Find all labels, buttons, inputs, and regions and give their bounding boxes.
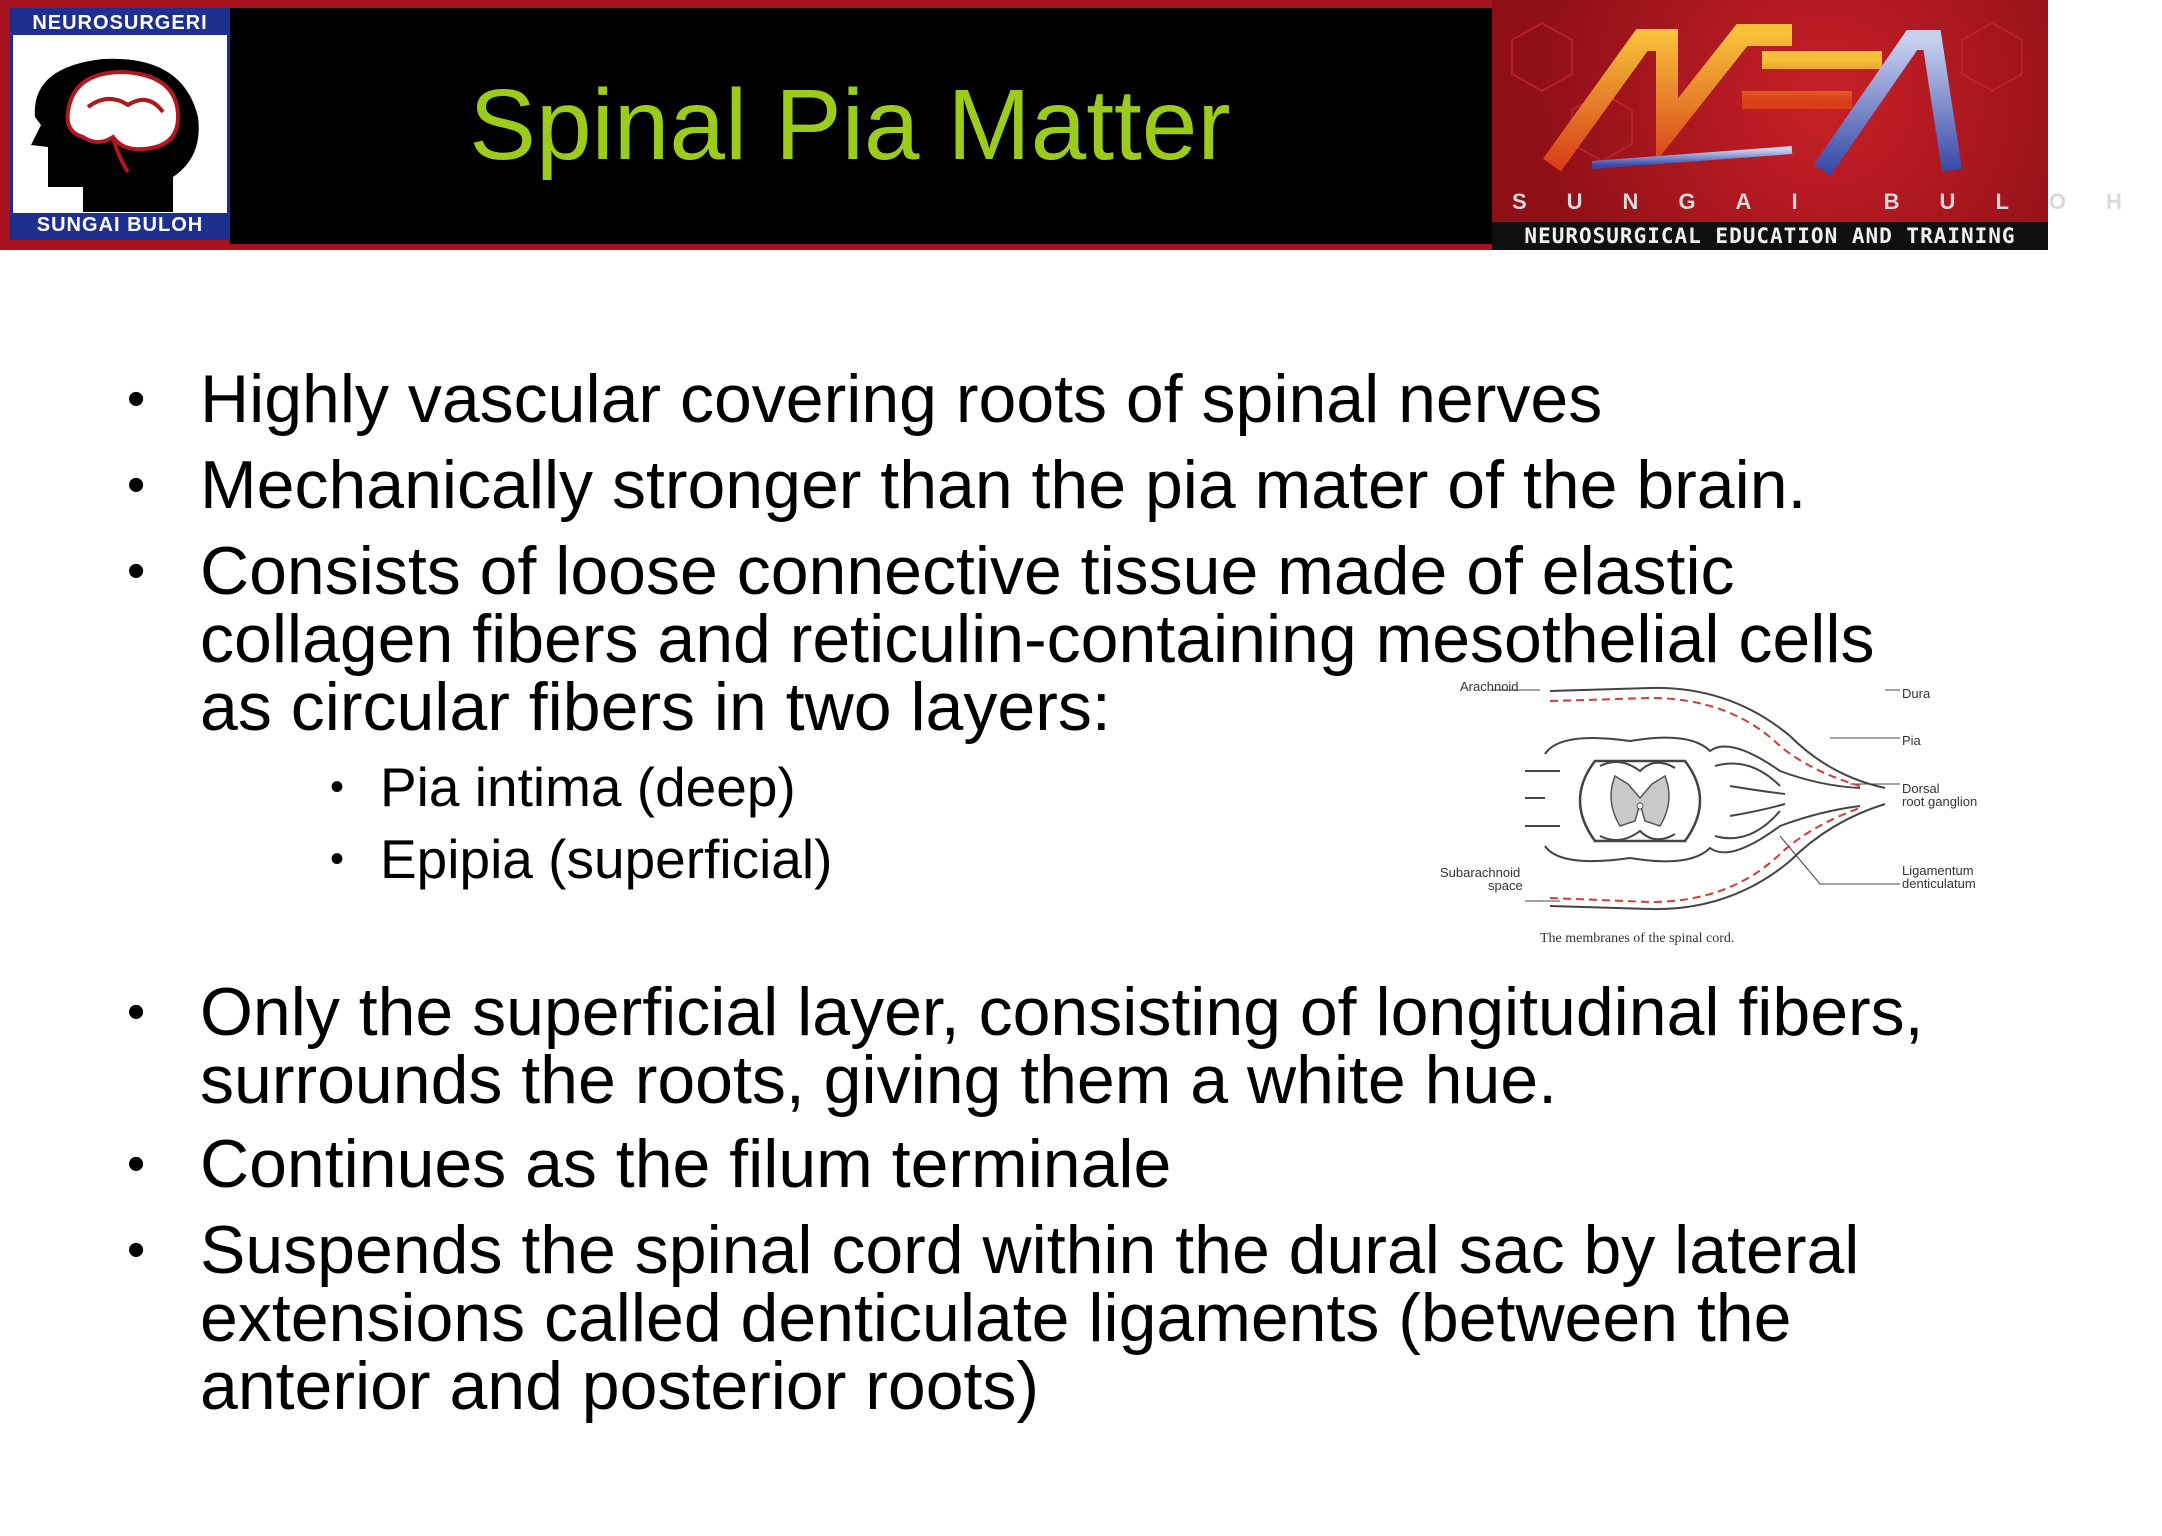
bullet-item: • Suspends the spinal cord within the dural sac by lateral extensions called denticulate ligaments (between the anterior and posterior roots) <box>127 1212 1860 1424</box>
bullet-dot-icon: • <box>127 1221 146 1279</box>
bullet-dot-icon: • <box>127 370 146 428</box>
sub-bullet-item: • Epipia (superficial) <box>330 828 833 890</box>
figure-caption: The membranes of the spinal cord. <box>1540 931 1735 946</box>
figure-label-subarachnoid: Subarachnoid <box>1440 865 1521 880</box>
bullet-dot-icon: • <box>127 983 146 1041</box>
bullet-item: • Highly vascular covering roots of spinal nerves <box>127 361 1603 437</box>
logo-left-top-text: NEUROSURGERI <box>13 11 227 35</box>
bullet-dot-icon: • <box>127 1135 146 1193</box>
spinal-membranes-figure <box>1430 676 2010 956</box>
bullet-item: • Only the superficial layer, consisting of longitudinal fibers, surrounds the roots, giving them a white hue. <box>127 974 1924 1118</box>
bullet-dot-icon: • <box>127 542 146 600</box>
bullet-dot-icon: • <box>330 765 345 809</box>
neat-tagline: NEUROSURGICAL EDUCATION AND TRAINING <box>1492 222 2048 250</box>
figure-label-pia: Pia <box>1902 733 1921 748</box>
logo-left-bottom-text: SUNGAI BULOH <box>13 213 227 237</box>
figure-label-dura: Dura <box>1902 686 1931 701</box>
page-title: Spinal Pia Matter <box>469 69 1231 181</box>
figure-label-denticulatum: denticulatum <box>1902 876 1976 891</box>
bullet-dot-icon: • <box>330 837 345 881</box>
figure-label-space: space <box>1488 878 1523 893</box>
bullet-dot-icon: • <box>127 456 146 514</box>
bullet-item: • Mechanically stronger than the pia mater of the brain. <box>127 447 1807 523</box>
figure-label-ligamentum: Ligamentum <box>1902 863 1974 878</box>
neat-sub-text: SUNGAI BULOH <box>1512 189 2162 214</box>
bullet-item: • Consists of loose connective tissue made of elastic collagen fibers and reticulin-containing mesothelial cells as circular fibers in two layers: <box>127 533 1875 745</box>
figure-label-dorsal: Dorsal <box>1902 781 1940 796</box>
bullet-item: • Continues as the filum terminale <box>127 1126 1172 1202</box>
figure-label-arachnoid: Arachnoid <box>1460 679 1519 694</box>
sub-bullet-item: • Pia intima (deep) <box>330 756 796 818</box>
figure-label-root-ganglion: root ganglion <box>1902 794 1978 809</box>
